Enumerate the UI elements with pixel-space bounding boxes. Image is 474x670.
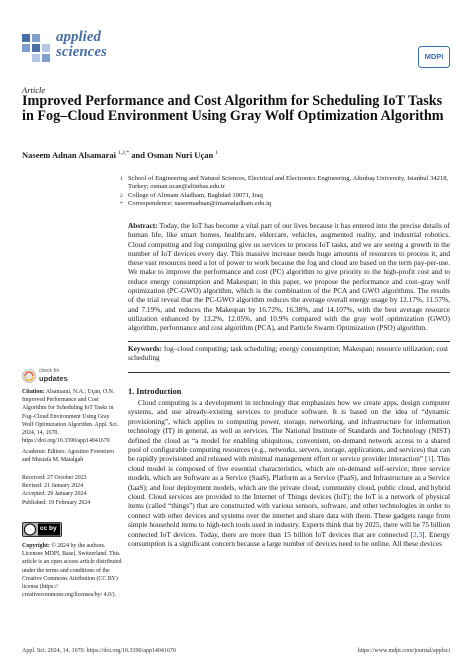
journal-logo[interactable] — [22, 30, 134, 80]
cc-by-license-badge[interactable] — [22, 522, 62, 537]
keywords — [128, 344, 450, 363]
accepted-date: Accepted: 29 January 2024 — [22, 491, 87, 498]
mdpi-logo[interactable] — [418, 46, 450, 68]
affiliation-number: * — [120, 201, 123, 207]
keywords-label: Keywords: — [128, 344, 163, 353]
copyright-label: Copyright: — [22, 543, 50, 549]
affiliation-2 — [120, 192, 458, 200]
author-superscript: 1 — [215, 150, 219, 157]
article-type: Article — [22, 85, 46, 95]
keywords-text: fog–cloud computing; task scheduling; energy consumption; Makespan; resource utilization; cost scheduling — [128, 344, 449, 363]
check-for-updates-small: check for — [39, 368, 60, 374]
citation-label: Citation: — [22, 389, 45, 395]
affiliation-number: 2 — [120, 193, 123, 199]
author-and: and — [131, 150, 145, 160]
intro-text-b: ]. This cloud model is composed of five essential characteristics, which are on-demand self-service; three service models, which are Software as a Service (SaaS), Platform as a Service (PaaS), and Infrastructure as a Service (IaaS); and four deployment models, which are the private cloud, community cloud, public cloud, and hybrid cloud. Cloud services are provided to the Internet of Things devices (IoT); the IoT is a network of physical items (called “things”) that are constructed with various sensors, software, and other technologies in order to connect with other devices and systems over the internet and share data with them. These gadgets range from simple household items to high-tech tools used in industry. Experts think that by 2025, there will be 75 billion connected IoT devices. Today, there are more than 15 billion IoT devices that are connected [ — [128, 454, 451, 539]
author-name[interactable]: Osman Nuri Uçan — [147, 150, 214, 160]
journal-name — [56, 30, 107, 60]
affiliation-number: 1 — [120, 176, 123, 182]
intro-text-a: Cloud computing is a development in technology that emphasizes how we create apps, design computer systems, and use already-existing services to produce software. It is based on the idea of “dynamic provisioning”, which applies to computing power, storage, networking, and infrastructure for information technology (IT) in general, as well as services. The National Institute of Standards and Technology (NIST) defined the cloud as “a model for enabling ubiquitous, convenient, on-demand network access to a shared pool of configurable computing resources (e.g., networks, servers, storage, applications, and services) that can be rapidly provisioned and released with minimal management effort or service provider interaction” [ — [128, 398, 450, 464]
published-date: Published: 19 February 2024 — [22, 499, 91, 506]
journal-logo-icon — [22, 34, 50, 62]
check-for-updates-big: updates — [39, 374, 68, 383]
copyright-block — [22, 542, 122, 599]
affiliation-text: School of Engineering and Natural Sciences, Electrical and Electronics Engineering, Altınbaş University, Istanbul 34218, Turkey; osman.ucan@altinbas.edu.tr — [128, 175, 449, 190]
academic-editors: Academic Editors: Agostino Forestiero and Mustafa M. Matalgah — [22, 449, 115, 464]
citation-link[interactable]: 1 — [427, 454, 432, 464]
intro-text-c: ]. Energy consumption is a significant concern because a large number of devices need to be online. All these devices — [128, 529, 450, 549]
intro-paragraph — [128, 398, 450, 549]
affiliation-1 — [120, 175, 458, 191]
divider — [128, 372, 450, 373]
revised-date: Revised: 21 January 2024 — [22, 483, 84, 490]
check-for-updates-badge[interactable] — [22, 368, 94, 384]
abstract-text: Today, the IoT has become a vital part of our lives because it has entered into the precise details of human life, like smart homes, healthcare, eldercare, vehicles, augmented reality, and industrial robotics. Cloud computing and fog computing give us services to process IoT tasks, and we are seeing a growth in the number of IoT devices every day. This massive increase needs huge amounts of resources to process it, and these vast resources need a lot of power to work because the fog and cloud are based on the term pay-per-use. We make to improve the performance and cost (PC) algorithm to give priority to the high-profit cost and to reduce energy consumption and Makespan; in this paper, we propose the performance and cost–gray wolf optimization (PC-GWO) algorithm, which is the combination of the PCA and GWO algorithms. The results of the trial reveal that the PC-GWO algorithm reduces the average overall energy usage by 12.17%, 11.57%, and 7.19%, and reduces the Makespan by 16.72%, 16.38%, and 14.107%, with the best average resource utilization enhanced by 13.2%, 12.05%, and 10.9% compared with the gray wolf optimization (GWO) algorithm, performance and cost algorithm (PCA), and Particle Swarm Optimization (PSO) algorithm. — [128, 221, 450, 333]
citation-text[interactable]: Alsamarai, N.A.; Uçan, O.N. Improved Performance and Cost Algorithm for Scheduling IoT Tasks in Fog–Cloud Environment Using Gray Wolf Optimization Algorithm. Appl. Sci. 2024, 14, 1670. https://doi.org/10.3390/app14041670 — [22, 389, 119, 445]
footer-citation[interactable]: Appl. Sci. 2024, 14, 1670. https://doi.org/10.3390/app14041670 — [22, 648, 176, 654]
affiliation-text: College of Alimam Aladham, Baghdad 10071, Iraq — [128, 192, 263, 199]
received-date: Received: 27 October 2023 — [22, 475, 87, 481]
introduction-body — [128, 398, 450, 549]
check-for-updates-icon — [22, 369, 36, 383]
cc-license-label: cc by — [40, 525, 57, 532]
section-heading: 1. Introduction — [128, 387, 182, 396]
journal-name-line2: sciences — [56, 44, 107, 60]
author-name[interactable]: Naseem Adnan Alsamarai — [22, 150, 116, 160]
journal-name-line1: applied — [56, 29, 101, 45]
affiliation-text: Correspondence: naseemadnan@imamaladham.edu.iq — [128, 200, 272, 207]
paper-title: Improved Performance and Cost Algorithm for Scheduling IoT Tasks in Fog–Cloud Environment Using Gray Wolf Optimization Algorithm — [22, 93, 444, 125]
citation-block — [22, 388, 122, 445]
mdpi-logo-text: MDPI — [424, 52, 444, 61]
author-list — [22, 150, 218, 160]
abstract — [128, 221, 450, 333]
dates-block — [22, 474, 122, 507]
correspondence — [120, 200, 458, 208]
divider — [128, 341, 450, 342]
footer-journal-url[interactable]: https://www.mdpi.com/journal/applsci — [357, 648, 450, 654]
copyright-text: © 2024 by the authors. Licensee MDPI, Basel, Switzerland. This article is an open access article distributed under the terms and conditions of the Creative Commons Attribution (CC BY) license (https:// creativecommons.org/licenses/by/ 4.0/). — [22, 543, 122, 599]
citation-link[interactable]: 2,3 — [412, 529, 423, 539]
author-superscript: 1,2,* — [118, 150, 130, 157]
abstract-label: Abstract: — [128, 221, 158, 230]
